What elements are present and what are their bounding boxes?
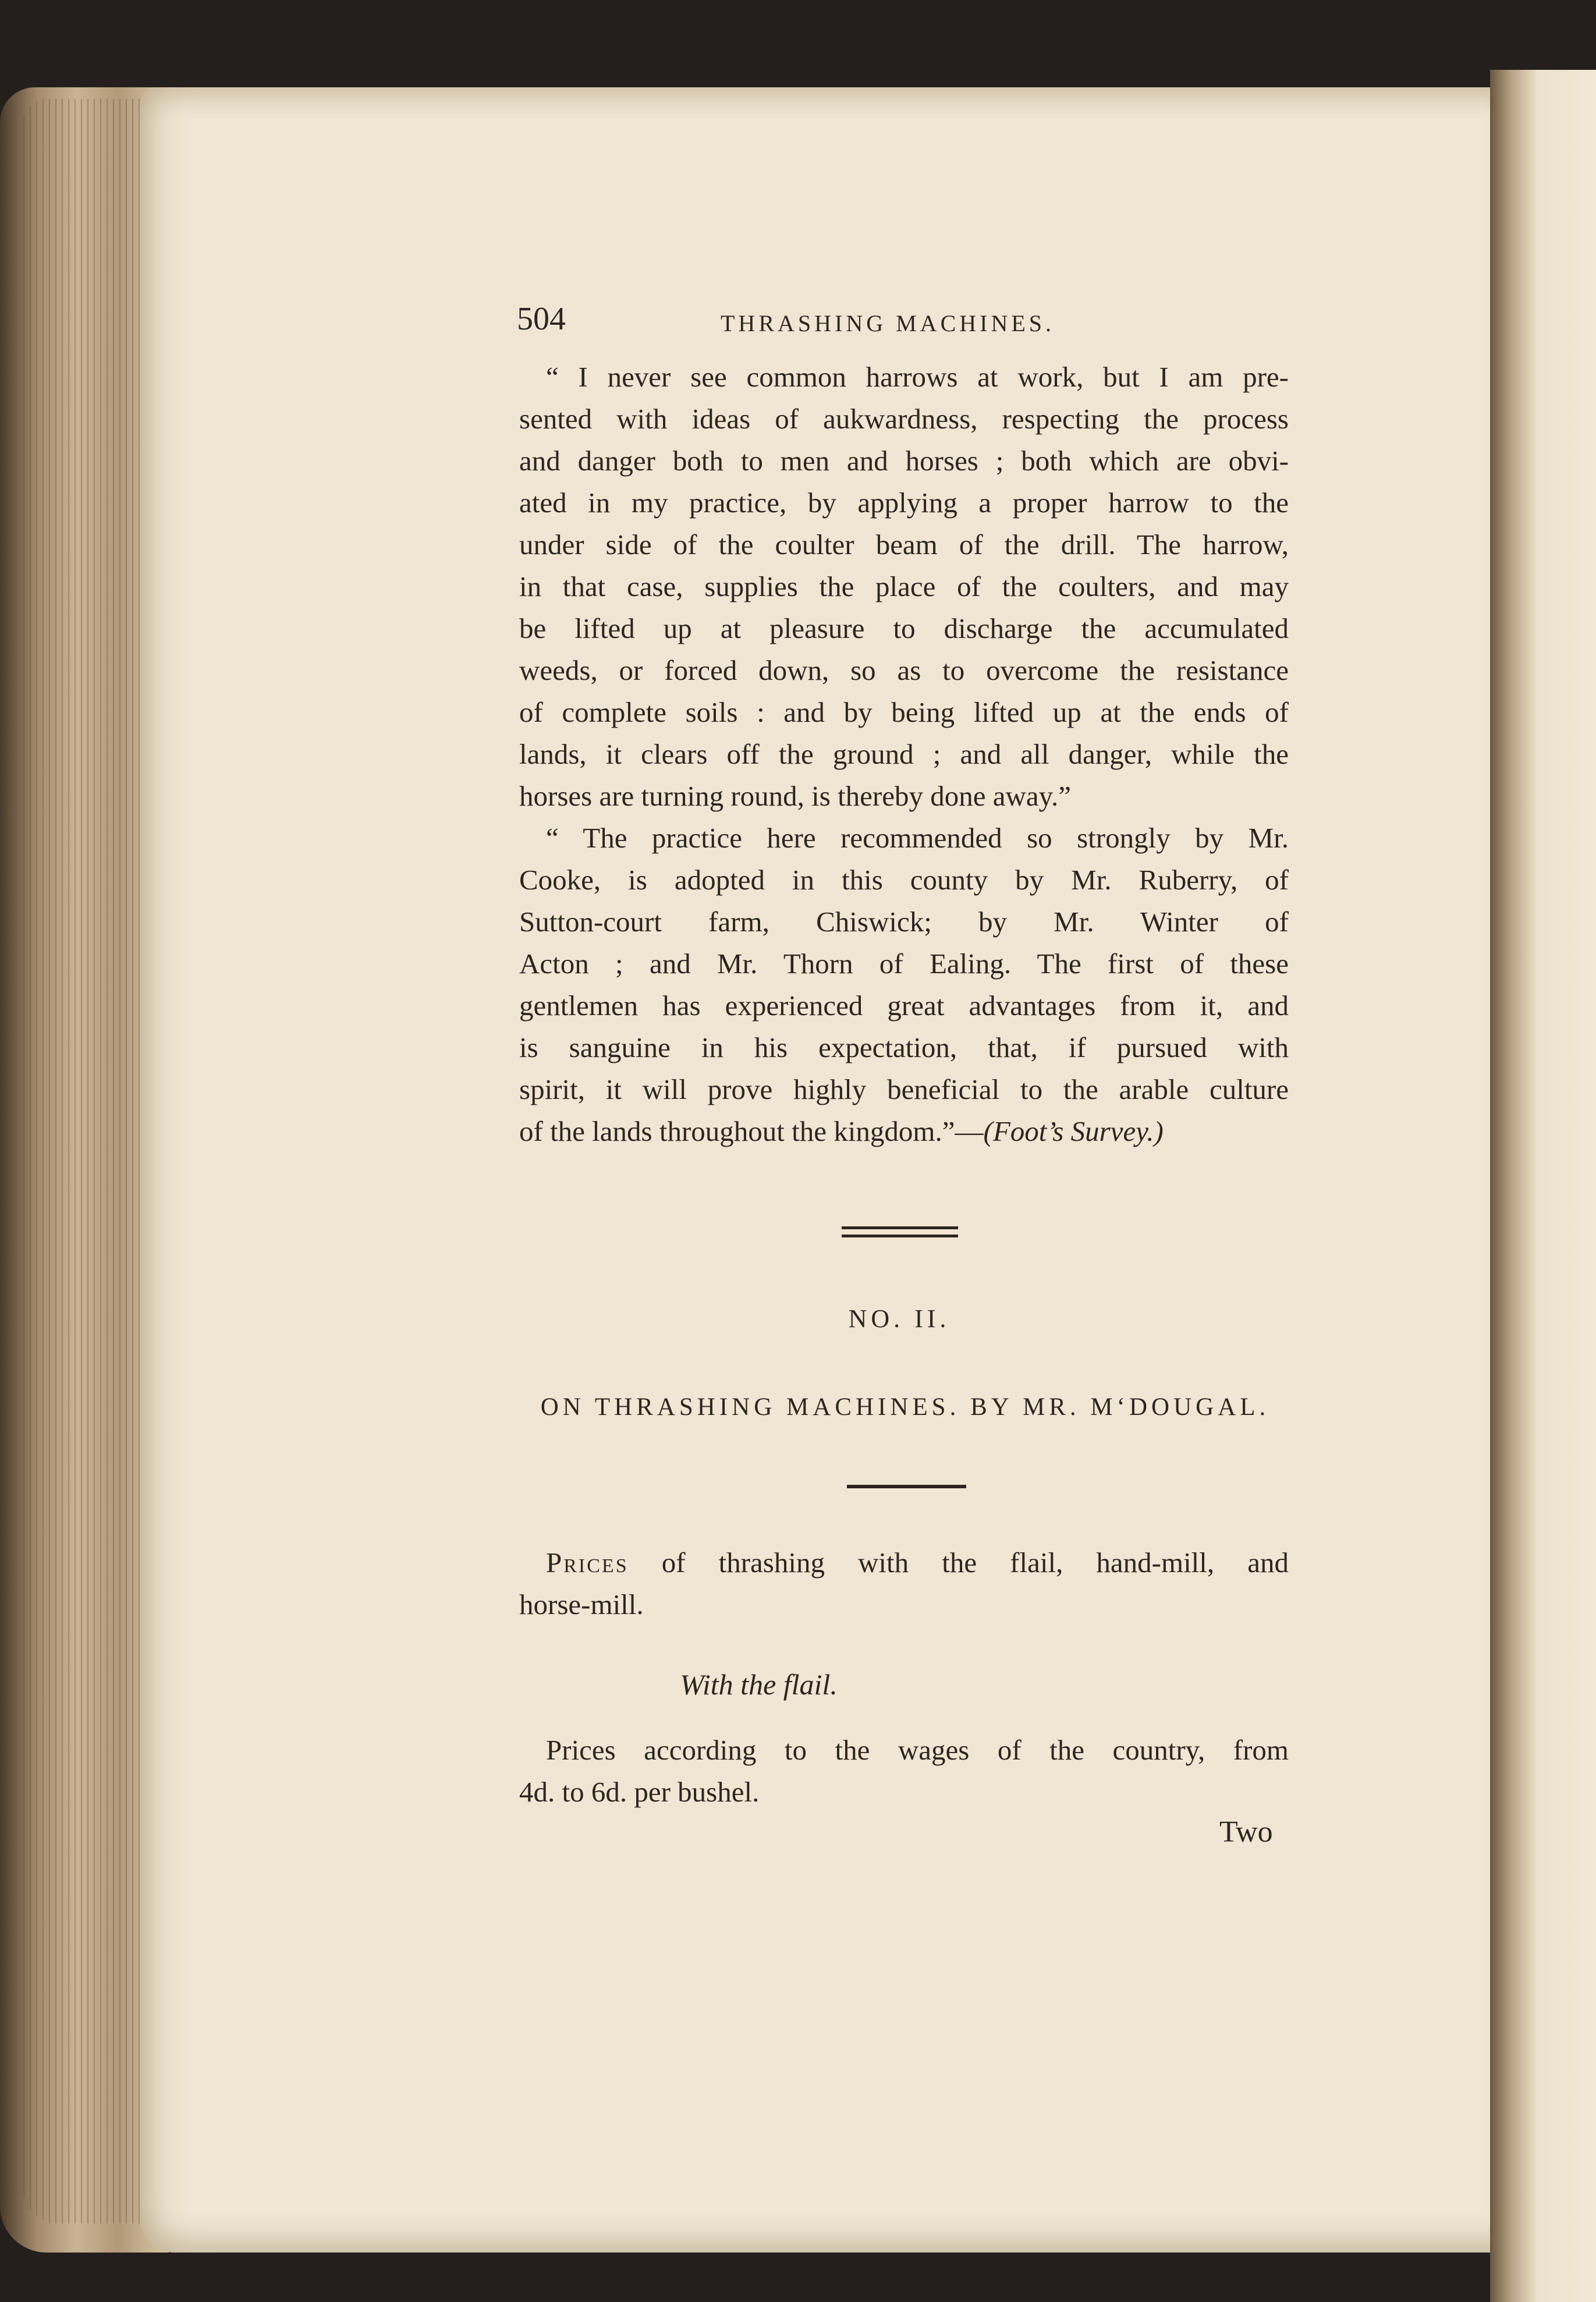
text-line: Acton ; and Mr. Thorn of Ealing. The first of these: [519, 948, 1289, 980]
text-line: spirit, it will prove highly beneficial to the arable culture: [519, 1073, 1289, 1105]
text-line: horses are turning round, is thereby done away.”: [519, 780, 1071, 812]
prices-rest: of thrashing with the flail, hand-mill, and: [661, 1547, 1289, 1579]
text-line: lands, it clears off the ground ; and all danger, while the: [519, 738, 1289, 770]
catchword: Two: [1219, 1815, 1273, 1849]
double-rule-bottom: [842, 1235, 958, 1237]
text-line: weeds, or forced down, so as to overcome the resistance: [519, 654, 1289, 686]
text-line: [519, 1111, 1289, 1152]
page-header: [517, 298, 1134, 345]
text-line: in that case, supplies the place of the coulters, and may: [519, 570, 1289, 602]
text-line: Sutton-court farm, Chiswick; by Mr. Winter of: [519, 906, 1289, 938]
double-rule-top: [842, 1226, 958, 1229]
prices-lead: Prices: [546, 1547, 629, 1579]
running-title: THRASHING MACHINES.: [721, 310, 1055, 336]
text-line: “ The practice here recommended so strongly by Mr.: [546, 822, 1289, 854]
quote-paragraph-2: [519, 817, 1289, 1152]
text-line: of complete soils : and by being lifted up at the ends of: [519, 696, 1289, 728]
quote-paragraph-1: [519, 356, 1289, 817]
subheading: With the flail.: [680, 1668, 838, 1701]
section-number: NO. II.: [848, 1304, 950, 1333]
text-line: 4d. to 6d. per bushel.: [519, 1776, 760, 1808]
facing-page-edge: [1490, 70, 1596, 2302]
quote-end: of the lands throughout the kingdom.”—: [519, 1115, 984, 1147]
flail-prices-paragraph: [519, 1729, 1289, 1813]
text-line: horse-mill.: [519, 1588, 644, 1620]
short-rule: [847, 1485, 966, 1488]
text-line: gentlemen has experienced great advantages from it, and: [519, 989, 1289, 1021]
section-title: ON THRASHING MACHINES. BY MR. M‘DOUGAL.: [540, 1393, 1270, 1421]
text-line: Prices according to the wages of the country, from: [546, 1734, 1289, 1766]
text-line: “ I never see common harrows at work, but I am pre-: [546, 361, 1289, 393]
text-line: Cooke, is adopted in this county by Mr. Ruberry, of: [519, 864, 1289, 896]
text-line: under side of the coulter beam of the drill. The harrow,: [519, 528, 1289, 561]
page-number: 504: [517, 301, 566, 337]
prices-paragraph: [519, 1542, 1289, 1626]
text-line: sented with ideas of aukwardness, respecting the process: [519, 403, 1289, 435]
text-line: is sanguine in his expectation, that, if pursued with: [519, 1031, 1289, 1063]
text-line: ated in my practice, by applying a proper harrow to the: [519, 487, 1289, 519]
text-line: and danger both to men and horses ; both which are obvi-: [519, 445, 1289, 477]
text-line: be lifted up at pleasure to discharge the accumulated: [519, 612, 1289, 644]
citation: (Foot’s Survey.): [983, 1115, 1164, 1147]
text-line: [519, 1542, 1289, 1584]
